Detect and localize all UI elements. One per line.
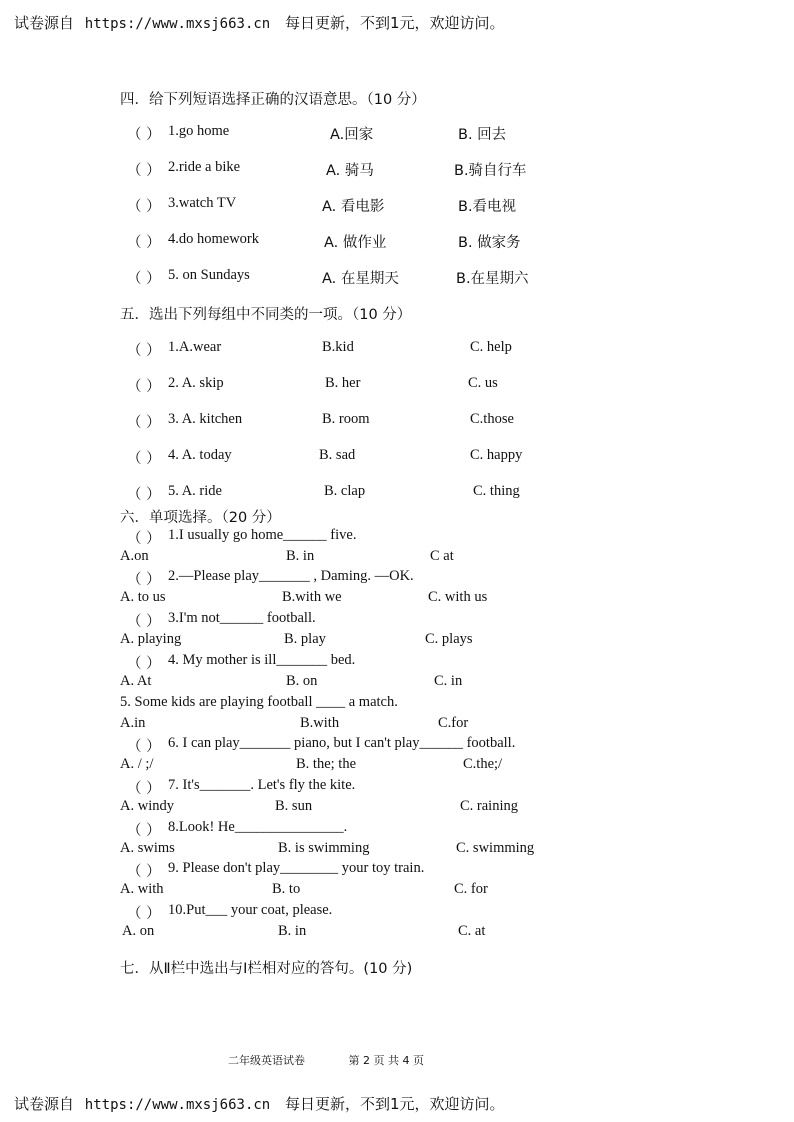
section6-options <box>120 673 720 693</box>
option-b: B. on <box>286 673 318 689</box>
banner-label: 试卷源自 <box>14 14 75 32</box>
option-a: 5. A. ride <box>168 483 222 499</box>
answer-blank: （ ） <box>127 823 161 839</box>
option-a: 4. A. today <box>168 447 232 463</box>
answer-blank: （ ） <box>127 127 161 143</box>
section6-question <box>120 694 720 714</box>
answer-blank: （ ） <box>127 739 161 755</box>
option-c: C. with us <box>428 589 488 605</box>
section5-item <box>120 375 720 395</box>
question-text: 3.I'm not______ football. <box>168 610 316 626</box>
option-a: A. windy <box>120 798 174 814</box>
banner-slogan: 每日更新，不到1元，欢迎访问。 <box>285 14 505 32</box>
option-a: A. with <box>120 881 164 897</box>
section6-question <box>120 568 720 588</box>
section6-question <box>120 735 720 755</box>
option-c: C. happy <box>470 447 523 463</box>
question-text: 3.watch TV <box>168 195 237 211</box>
section6-options <box>120 881 720 901</box>
option-b: B.在星期六 <box>456 271 529 287</box>
option-a: A.on <box>120 548 149 564</box>
section6-question <box>120 610 720 630</box>
option-b: B. play <box>284 631 326 647</box>
section6-question <box>120 819 720 839</box>
option-b: B. her <box>325 375 361 391</box>
answer-blank: （ ） <box>127 864 161 880</box>
option-c: C at <box>430 548 454 564</box>
option-b: B. sad <box>319 447 356 463</box>
banner-label: 试卷源自 <box>14 1095 75 1113</box>
section6-question <box>120 902 720 922</box>
question-text: 1.I usually go home______ five. <box>168 527 357 543</box>
answer-blank: （ ） <box>127 531 161 547</box>
answer-blank: （ ） <box>127 271 161 287</box>
option-a: A. to us <box>120 589 166 605</box>
exam-name: 二年级英语试卷 <box>228 1054 305 1067</box>
answer-blank: （ ） <box>127 343 161 359</box>
section5-item <box>120 411 720 431</box>
option-b: B. in <box>278 923 307 939</box>
section5-item <box>120 447 720 467</box>
source-banner-bottom <box>14 1093 505 1114</box>
option-b: B.with we <box>282 589 342 605</box>
option-a: A. 骑马 <box>326 163 374 179</box>
option-b: B. 回去 <box>458 127 507 143</box>
banner-url-link[interactable]: https://www.mxsj663.cn <box>84 16 271 32</box>
option-a: A. 看电影 <box>322 199 385 215</box>
source-banner-top <box>14 12 505 33</box>
question-text: 2.—Please play_______ , Daming. —OK. <box>168 568 414 584</box>
option-a: A. playing <box>120 631 182 647</box>
page-number: 第 2 页 共 4 页 <box>348 1054 424 1067</box>
option-b: B. in <box>286 548 315 564</box>
section4-title: 四．给下列短语选择正确的汉语意思。（10 分） <box>120 92 426 108</box>
page-footer <box>228 1052 424 1068</box>
option-b: B. to <box>272 881 301 897</box>
answer-blank: （ ） <box>127 572 161 588</box>
banner-url-link[interactable]: https://www.mxsj663.cn <box>84 1097 271 1113</box>
answer-blank: （ ） <box>127 906 161 922</box>
option-b: B.看电视 <box>458 199 517 215</box>
answer-blank: （ ） <box>127 235 161 251</box>
section5-item <box>120 483 720 503</box>
option-c: C.the;/ <box>463 756 503 772</box>
option-c: C.for <box>438 715 469 731</box>
answer-blank: （ ） <box>127 415 161 431</box>
option-c: C. us <box>468 375 498 391</box>
question-text: 1.go home <box>168 123 230 139</box>
option-c: C. plays <box>425 631 473 647</box>
option-b: B.骑自行车 <box>454 163 527 179</box>
option-b: B. sun <box>275 798 313 814</box>
option-a: 2. A. skip <box>168 375 224 391</box>
section5-title: 五．选出下列每组中不同类的一项。（10 分） <box>120 307 412 323</box>
section4-item <box>120 195 720 215</box>
option-c: C. for <box>454 881 488 897</box>
section5-item <box>120 339 720 359</box>
option-a: A. on <box>122 923 155 939</box>
section6-question <box>120 652 720 672</box>
option-a: 1.A.wear <box>168 339 222 355</box>
option-b: B. room <box>322 411 370 427</box>
option-a: 3. A. kitchen <box>168 411 243 427</box>
banner-slogan: 每日更新，不到1元，欢迎访问。 <box>285 1095 505 1113</box>
option-b: B. 做家务 <box>458 235 521 251</box>
option-c: C. at <box>458 923 486 939</box>
question-text: 6. I can play_______ piano, but I can't play______ football. <box>168 735 516 751</box>
question-text: 4.do homework <box>168 231 260 247</box>
option-c: C.those <box>470 411 514 427</box>
option-c: C. help <box>470 339 512 355</box>
section6-options <box>120 756 720 776</box>
option-b: B. is swimming <box>278 840 370 856</box>
option-c: C. in <box>434 673 463 689</box>
question-text: 7. It's_______. Let's fly the kite. <box>168 777 356 793</box>
option-a: A. swims <box>120 840 175 856</box>
option-c: C. raining <box>460 798 518 814</box>
option-a: A. 在星期天 <box>322 271 399 287</box>
section6-options <box>120 715 720 735</box>
section6-options <box>120 840 720 860</box>
option-b: B.kid <box>322 339 354 355</box>
option-b: B. the; the <box>296 756 357 772</box>
section4-item <box>120 267 720 287</box>
question-text: 5. on Sundays <box>168 267 250 283</box>
option-c: C. swimming <box>456 840 535 856</box>
question-text: 8.Look! He_______________. <box>168 819 348 835</box>
question-text: 4. My mother is ill_______ bed. <box>168 652 356 668</box>
answer-blank: （ ） <box>127 656 161 672</box>
question-text: 10.Put___ your coat, please. <box>168 902 333 918</box>
section4-item <box>120 159 720 179</box>
section6-options <box>120 923 720 943</box>
option-a: A.回家 <box>330 127 374 143</box>
question-text: 5. Some kids are playing football ____ a match. <box>120 694 398 710</box>
answer-blank: （ ） <box>127 614 161 630</box>
answer-blank: （ ） <box>127 163 161 179</box>
option-b: B. clap <box>324 483 366 499</box>
option-a: A.in <box>120 715 146 731</box>
section6-options <box>120 548 720 568</box>
answer-blank: （ ） <box>127 487 161 503</box>
section6-question <box>120 777 720 797</box>
section4-item <box>120 123 720 143</box>
section6-options <box>120 798 720 818</box>
section6-question <box>120 860 720 880</box>
option-a: A. / ;/ <box>120 756 154 772</box>
section4-item <box>120 231 720 251</box>
section6-options <box>120 631 720 651</box>
question-text: 2.ride a bike <box>168 159 241 175</box>
option-a: A. At <box>120 673 152 689</box>
section6-question <box>120 527 720 547</box>
option-c: C. thing <box>473 483 520 499</box>
question-text: 9. Please don't play________ your toy train. <box>168 860 425 876</box>
option-b: B.with <box>300 715 340 731</box>
section6-title: 六．单项选择。（20 分） <box>120 510 281 526</box>
answer-blank: （ ） <box>127 451 161 467</box>
answer-blank: （ ） <box>127 781 161 797</box>
answer-blank: （ ） <box>127 199 161 215</box>
section7-title: 七．从Ⅱ栏中选出与Ⅰ栏相对应的答句。(10 分) <box>120 961 413 977</box>
answer-blank: （ ） <box>127 379 161 395</box>
option-a: A. 做作业 <box>324 235 387 251</box>
section6-options <box>120 589 720 609</box>
